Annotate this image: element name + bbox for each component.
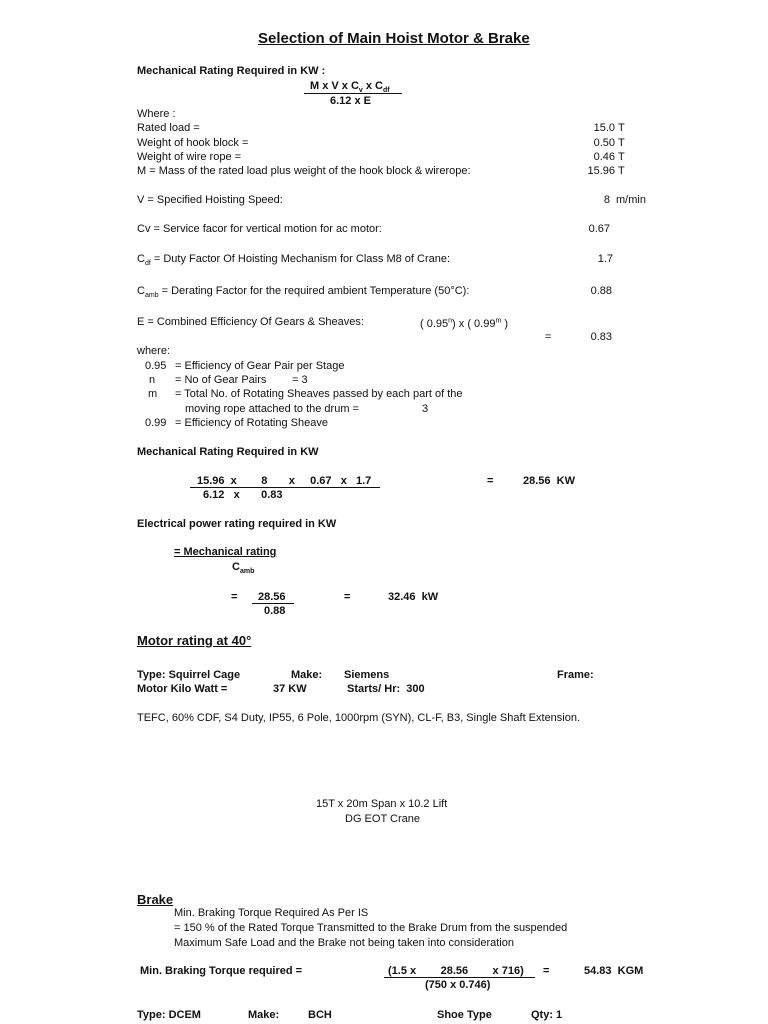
def-text: = No of Gear Pairs [175, 374, 267, 386]
formula-numerator: M x V x $C_v$ x $C_{df}$ [310, 80, 390, 95]
motor-make: Siemens [344, 669, 390, 681]
motor-type: Type: Squirrel Cage [137, 669, 241, 681]
calc3-result: 32.46 kW [388, 591, 439, 603]
brake-denominator: (750 x 0.746) [425, 979, 491, 991]
motor-starts: Starts/ Hr: 300 [347, 683, 425, 695]
brake-line-2: = 150 % of the Rated Torque Transmitted to the Brake Drum from the suspended [174, 922, 568, 934]
efficiency-value: 0.83 [590, 331, 612, 343]
where-label-2: where: [137, 345, 171, 357]
cdf-value: 1.7 [597, 253, 613, 265]
brake-line-1: Min. Braking Torque Required As Per IS [174, 907, 369, 919]
brake-numerator: (1.5 x 28.56 x 716) [388, 965, 524, 977]
brake-min-label: Min. Braking Torque required = [140, 965, 303, 977]
brake-make-label: Make: [248, 1009, 280, 1021]
def-text: = Efficiency of Rotating Sheave [175, 417, 328, 429]
calc3-equals: = [231, 591, 238, 603]
electrical-heading: Electrical power rating required in KW [137, 518, 337, 530]
def-value: 3 [422, 403, 429, 415]
calc1-numerator: 15.96 x 8 x 0.67 x 1.7 [197, 475, 372, 487]
mech-rating-heading-2: Mechanical Rating Required in KW [137, 446, 319, 458]
speed-value: 8 [603, 194, 610, 206]
cv-label: Cv = Service facor for vertical motion for ac motor: [137, 223, 382, 235]
def-text: moving rope attached to the drum = [185, 403, 359, 415]
speed-unit: m/min [616, 194, 646, 206]
def-value: = 3 [292, 374, 308, 386]
formula-fraction-bar [304, 93, 402, 94]
motor-frame: Frame: [557, 669, 594, 681]
brake-make: BCH [308, 1009, 332, 1021]
brake-line-3: Maximum Safe Load and the Brake not being taken into consideration [174, 937, 514, 949]
page-title: Selection of Main Hoist Motor & Brake [258, 30, 530, 47]
mech-rating-heading: Mechanical Rating Required in KW : [137, 65, 326, 77]
wire-rope-value: 0.46 [593, 151, 615, 163]
brake-equals: = [543, 965, 550, 977]
motor-kw: 37 KW [273, 683, 307, 695]
def-text: = Efficiency of Gear Pair per Stage [175, 360, 345, 372]
motor-make-label: Make: [291, 669, 323, 681]
wire-rope-unit: T [618, 151, 625, 163]
motor-spec: TEFC, 60% CDF, S4 Duty, IP55, 6 Pole, 1000rpm (SYN), CL-F, B3, Single Shaft Extension. [137, 712, 581, 724]
where-label: Where : [137, 108, 176, 120]
mass-label: M = Mass of the rated load plus weight of the hook block & wirerope: [137, 165, 471, 177]
efficiency-label: E = Combined Efficiency Of Gears & Sheaves: [137, 316, 364, 328]
def-sym: m [148, 388, 158, 400]
calc1-denominator: 6.12 x 0.83 [203, 489, 283, 501]
calc1-result: 28.56 KW [523, 475, 575, 487]
cv-value: 0.67 [588, 223, 610, 235]
brake-qty: Qty: 1 [531, 1009, 563, 1021]
def-sym: 0.95 [145, 360, 167, 372]
brake-shoe-type: Shoe Type [437, 1009, 492, 1021]
efficiency-equals: = [545, 331, 552, 343]
rated-load-unit: T [618, 122, 625, 134]
brake-fraction-bar [384, 977, 535, 978]
efficiency-formula: ( 0.95$^n$) x ( 0.99$^m$ ) [420, 317, 509, 330]
hook-block-unit: T [618, 137, 625, 149]
mass-value: 15.96 [587, 165, 615, 177]
def-sym: 0.99 [145, 417, 167, 429]
calc2-numerator: = Mechanical rating [174, 546, 277, 558]
def-sym: n [149, 374, 156, 386]
brake-heading: Brake [137, 892, 174, 907]
hook-block-value: 0.50 [593, 137, 615, 149]
brake-result: 54.83 KGM [584, 965, 644, 977]
def-text: = Total No. of Rotating Sheaves passed by each part of the [175, 388, 463, 400]
rated-load-label: Rated load = [137, 122, 200, 134]
calc3-equals-2: = [344, 591, 351, 603]
calc1-equals: = [487, 475, 494, 487]
calc3-fraction-bar [252, 603, 294, 604]
motor-kw-label: Motor Kilo Watt = [137, 683, 228, 695]
brake-type: Type: DCEM [137, 1009, 201, 1021]
rated-load-value: 15.0 [593, 122, 615, 134]
calc3-denominator: 0.88 [264, 605, 286, 617]
crane-line-2: DG EOT Crane [345, 813, 420, 825]
formula-denominator: 6.12 x E [330, 95, 371, 107]
calc3-numerator: 28.56 [258, 591, 286, 603]
cdf-label: $C_{df}$ = Duty Factor Of Hoisting Mechanism for Class M8 of Crane: [137, 253, 451, 268]
camb-label: $C_{amb}$ = Derating Factor for the required ambient Temperature (50°C): [137, 285, 470, 300]
motor-heading: Motor rating at 40° [137, 633, 252, 648]
mass-unit: T [618, 165, 625, 177]
crane-line-1: 15T x 20m Span x 10.2 Lift [316, 798, 448, 810]
hook-block-label: Weight of hook block = [137, 137, 249, 149]
calc1-fraction-bar [190, 487, 380, 488]
speed-label: V = Specified Hoisting Speed: [137, 194, 283, 206]
wire-rope-label: Weight of wire rope = [137, 151, 242, 163]
camb-value: 0.88 [590, 285, 612, 297]
calc2-denominator: $C_{amb}$ [232, 561, 255, 576]
